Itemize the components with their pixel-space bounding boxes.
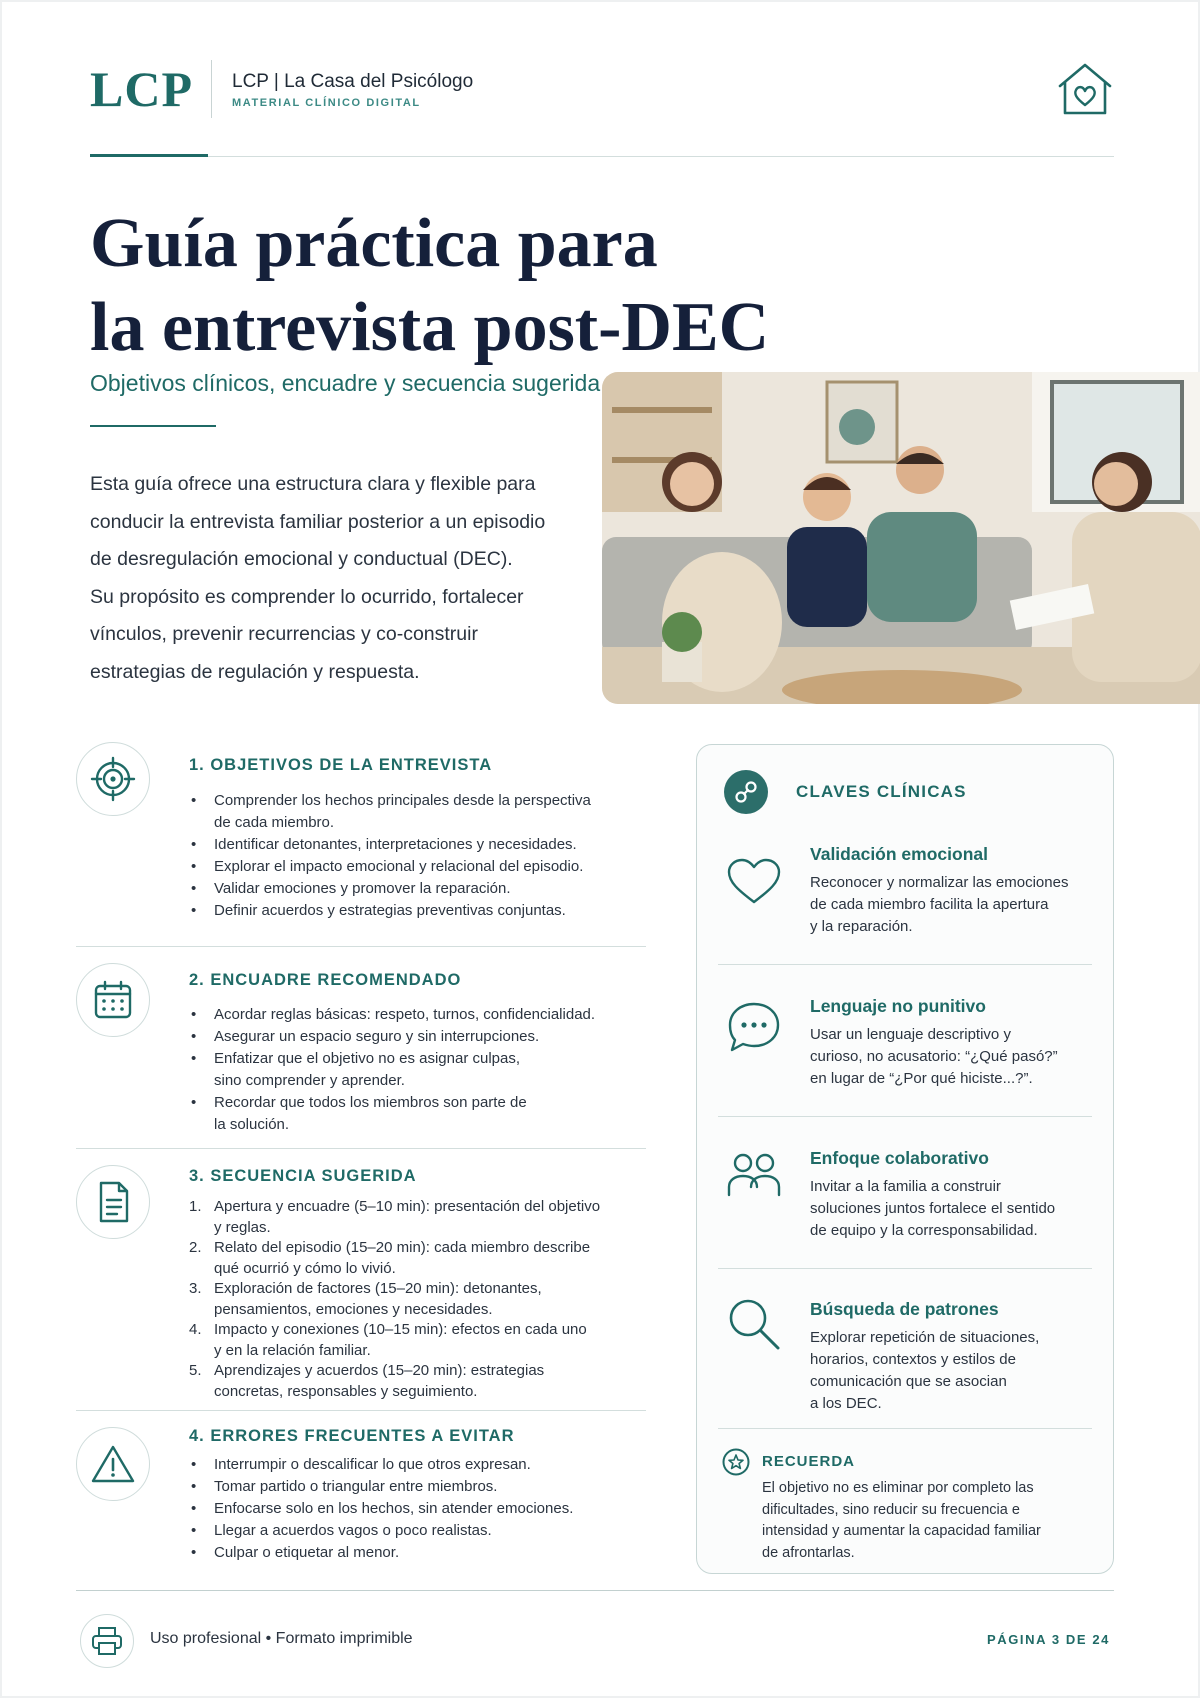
key-text: Usar un lenguaje descriptivo y curioso, no acusatorio: “¿Qué pasó?” en lugar de “¿Por qué hiciste...?”. (810, 1026, 1058, 1087)
brand-name: LCP | La Casa del Psicólogo (232, 71, 474, 92)
header-rule-accent (90, 154, 208, 157)
title-line-1: Guía práctica para (90, 205, 658, 282)
reminder-text: El objetivo no es eliminar por completo las dificultades, sino reducir su frecuencia e intensidad y aumentar la capacidad familiar de afrontarlas. (762, 1480, 1041, 1561)
document-icon (76, 1165, 150, 1239)
calendar-icon (76, 963, 150, 1037)
intro-line: Esta guía ofrece una estructura clara y flexible para (90, 473, 536, 495)
list-item: • Acordar reglas básicas: respeto, turnos, confidencialidad. (189, 1004, 659, 1026)
page-subtitle: Objetivos clínicos, encuadre y secuencia sugerida (90, 370, 601, 396)
people-icon (722, 1146, 786, 1206)
intro-line: de desregulación emocional y conductual (DEC). (90, 548, 513, 570)
card-divider (718, 1428, 1092, 1429)
list-item: • Tomar partido o triangular entre miembros. (189, 1476, 659, 1498)
link-icon (724, 770, 768, 814)
list-item: 4. Impacto y conexiones (10–15 min): efectos en cada uno y en la relación familiar. (189, 1321, 587, 1359)
intro-line: Su propósito es comprender lo ocurrido, fortalecer (90, 585, 524, 608)
header-divider (211, 60, 212, 118)
errors-list (189, 1454, 659, 1564)
section-title: 1. OBJETIVOS DE LA ENTREVISTA (189, 756, 493, 774)
list-item: 5. Aprendizajes y acuerdos (15–20 min): estrategias concretas, responsables y seguimiento. (189, 1362, 545, 1400)
reminder-title: RECUERDA (762, 1453, 856, 1470)
search-icon (722, 1294, 786, 1354)
list-item: • Comprender los hechos principales desde la perspectiva de cada miembro. (189, 790, 659, 834)
key-text: Invitar a la familia a construir soluciones juntos fortalece el sentido de equipo y la corresponsabilidad. (810, 1178, 1056, 1239)
list-item: • Llegar a acuerdos vagos o poco realistas. (189, 1520, 659, 1542)
logo: LCP (90, 61, 193, 117)
list-item: • Explorar el impacto emocional y relacional del episodio. (189, 856, 659, 878)
key-title: Validación emocional (810, 844, 988, 864)
star-icon (722, 1448, 750, 1476)
warning-icon (76, 1427, 150, 1501)
list-item: • Culpar o etiquetar al menor. (189, 1542, 659, 1564)
list-item: • Enfatizar que el objetivo no es asignar culpas, sino comprender y aprender. (189, 1048, 659, 1092)
key-title: Enfoque colaborativo (810, 1148, 989, 1168)
card-divider (718, 1116, 1092, 1117)
list-item: • Recordar que todos los miembros son parte de la solución. (189, 1092, 659, 1136)
section-title: 2. ENCUADRE RECOMENDADO (189, 971, 462, 989)
section-divider (76, 1410, 646, 1411)
intro-line: vínculos, prevenir recurrencias y co-construir (90, 623, 478, 645)
list-item: • Definir acuerdos y estrategias preventivas conjuntas. (189, 900, 659, 922)
printer-icon (80, 1614, 134, 1668)
list-item: • Asegurar un espacio seguro y sin interrupciones. (189, 1026, 659, 1048)
key-title: Lenguaje no punitivo (810, 996, 986, 1016)
intro-line: estrategias de regulación y respuesta. (90, 660, 420, 683)
header-rule (90, 156, 1114, 157)
list-item: 3. Exploración de factores (15–20 min): detonantes, pensamientos, emociones y necesidades. (189, 1280, 542, 1318)
framing-list (189, 1004, 659, 1136)
card-title: CLAVES CLÍNICAS (796, 782, 967, 801)
section-divider (76, 946, 646, 947)
list-item: 1. Apertura y encuadre (5–10 min): presentación del objetivo y reglas. (189, 1198, 601, 1236)
section-title: 3. SECUENCIA SUGERIDA (189, 1167, 417, 1185)
key-text: Reconocer y normalizar las emociones de cada miembro facilita la apertura y la reparación. (810, 874, 1069, 935)
list-item: • Identificar detonantes, interpretaciones y necesidades. (189, 834, 659, 856)
footer-rule (76, 1590, 1114, 1591)
speech-bubble-icon (722, 997, 786, 1057)
key-text: Explorar repetición de situaciones, horarios, contextos y estilos de comunicación que se asocian a los DEC. (810, 1329, 1040, 1412)
footer-usage-note: Uso profesional • Formato imprimible (150, 1630, 413, 1647)
list-item: • Validar emociones y promover la reparación. (189, 878, 659, 900)
section-divider (76, 1148, 646, 1149)
page-number: PÁGINA 3 DE 24 (986, 1632, 1110, 1647)
brand-subtitle: MATERIAL CLÍNICO DIGITAL (232, 97, 421, 109)
house-heart-icon (1054, 60, 1116, 118)
intro-paragraph (90, 466, 610, 691)
card-divider (718, 1268, 1092, 1269)
key-title: Búsqueda de patrones (810, 1299, 999, 1319)
section-title: 4. ERRORES FRECUENTES A EVITAR (189, 1427, 515, 1445)
subtitle-rule (90, 425, 216, 427)
objectives-list (189, 790, 659, 922)
list-item: 2. Relato del episodio (15–20 min): cada miembro describe qué ocurrió y cómo lo vivió. (189, 1239, 591, 1277)
intro-line: conducir la entrevista familiar posterior a un episodio (90, 510, 546, 533)
list-item: • Interrumpir o descalificar lo que otros expresan. (189, 1454, 659, 1476)
card-divider (718, 964, 1092, 965)
heart-icon (722, 852, 786, 912)
sequence-list (189, 1197, 659, 1402)
target-icon (76, 742, 150, 816)
page-title (90, 202, 790, 370)
family-session-photo (602, 372, 1200, 704)
list-item: • Enfocarse solo en los hechos, sin atender emociones. (189, 1498, 659, 1520)
title-line-2: la entrevista post-DEC (90, 289, 770, 366)
